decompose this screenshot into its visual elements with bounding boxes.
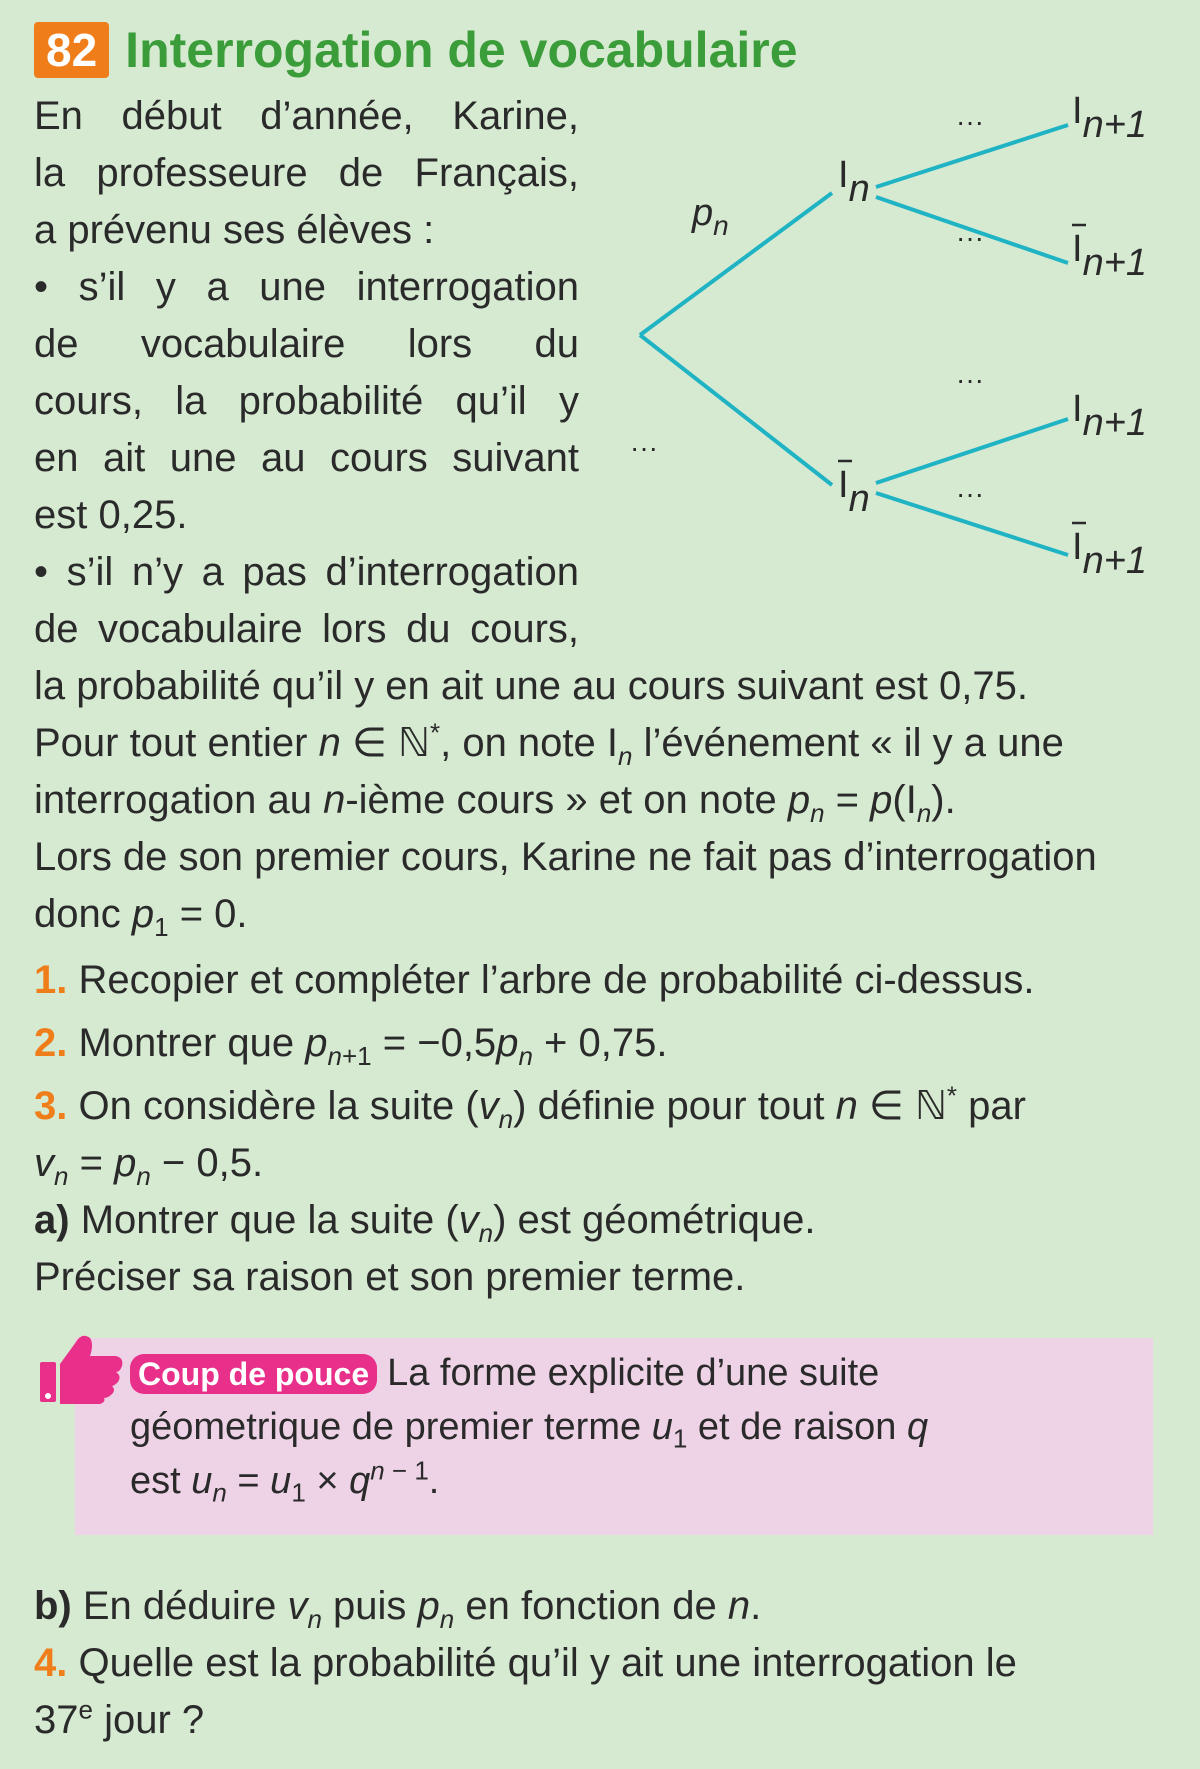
- branch-label-unknown: ···: [956, 222, 984, 253]
- statement-line: Lors de son premier cours, Karine ne fait pas d’interrogation: [34, 835, 1097, 879]
- hint-box: [75, 1338, 1153, 1535]
- branch-label-unknown: ···: [956, 106, 984, 137]
- exercise-header: [34, 20, 798, 80]
- thumbs-up-icon: [36, 1328, 126, 1406]
- statement-line: la probabilité qu’il y en ait une au cours suivant est 0,75.: [34, 664, 1028, 708]
- node-In1-bar: In+1: [1072, 228, 1148, 284]
- intro-line: cours, la probabilité qu’il y: [34, 379, 579, 423]
- question-number: 3.: [34, 1084, 68, 1128]
- question-number: 1.: [34, 958, 68, 1002]
- question-3: 3. On considère la suite $(v_n)$ définie pour tout n ∈ ℕ* par: [34, 1080, 1026, 1134]
- intro-line: de vocabulaire lors du cours,: [34, 607, 579, 651]
- branch-label-unknown: ···: [630, 432, 658, 463]
- statement-body: [34, 658, 1174, 943]
- question-3-line: $v_n = p_n - 0,5$.: [34, 1141, 264, 1191]
- question-2: 2. Montrer que $p_{n+1} = -0,5p_n + 0,75$.: [34, 1021, 668, 1071]
- probability-tree: [600, 85, 1180, 605]
- statement-line: interrogation au n-ième cours » et on note $p_n = p(I_n)$.: [34, 778, 956, 828]
- node-In1: In+1: [1072, 90, 1148, 146]
- intro-line: la professeure de Français,: [34, 151, 579, 195]
- branch-label-unknown: ···: [956, 364, 984, 395]
- questions-continued: [34, 1578, 1174, 1749]
- question-3a-line: Préciser sa raison et son premier terme.: [34, 1255, 746, 1299]
- question-3a: a) Montrer que la suite $(v_n)$ est géométrique.: [34, 1198, 816, 1248]
- tree-branch: [876, 419, 1068, 483]
- tree-branch: [640, 335, 832, 485]
- hint-badge: Coup de pouce: [130, 1354, 377, 1394]
- intro-text: [34, 88, 579, 658]
- intro-line: a prévenu ses élèves :: [34, 208, 435, 252]
- intro-line: en ait une au cours suivant: [34, 436, 579, 480]
- question-3b: b) En déduire $v_n$ puis $p_n$ en fonction de n.: [34, 1584, 762, 1634]
- branch-label-pn: $p_n$: [692, 192, 729, 241]
- question-4: 4. Quelle est la probabilité qu’il y ait une interrogation le: [34, 1641, 1017, 1685]
- intro-line: • s’il n’y a pas d’interrogation: [34, 550, 579, 594]
- hint-line: géometrique de premier terme $u_1$ et de raison q: [130, 1406, 929, 1454]
- node-In: In: [838, 154, 870, 210]
- question-number: 4.: [34, 1641, 68, 1685]
- node-In1-bar: In+1: [1072, 526, 1148, 582]
- question-1: [34, 952, 1174, 1009]
- intro-line: est 0,25.: [34, 493, 188, 537]
- statement-line: donc $p_1 = 0$.: [34, 892, 248, 942]
- question-text: Recopier et compléter l’arbre de probabilité ci-dessus.: [78, 958, 1035, 1002]
- intro-line: En début d’année, Karine,: [34, 94, 579, 138]
- statement-line: Pour tout entier n ∈ ℕ*, on note $I_n$ l’événement « il y a une: [34, 717, 1064, 771]
- intro-line: • s’il y a une interrogation: [34, 265, 579, 309]
- exercise-number: 82: [34, 22, 109, 78]
- intro-line: de vocabulaire lors du: [34, 322, 579, 366]
- exercise-title: Interrogation de vocabulaire: [125, 22, 798, 78]
- tree-branch: [640, 193, 832, 335]
- hint-line: Coup de pouce La forme explicite d’une suite: [130, 1346, 928, 1400]
- hint-text: [130, 1346, 928, 1508]
- hint-line: est $u_n = u_1 \times q^{n - 1}$.: [130, 1455, 440, 1508]
- node-In-bar: In: [838, 464, 870, 520]
- questions: [34, 952, 1174, 1306]
- question-4-line: 37e jour ?: [34, 1694, 205, 1742]
- node-In1: In+1: [1072, 388, 1148, 444]
- branch-label-unknown: ···: [956, 478, 984, 509]
- question-number: 2.: [34, 1021, 68, 1065]
